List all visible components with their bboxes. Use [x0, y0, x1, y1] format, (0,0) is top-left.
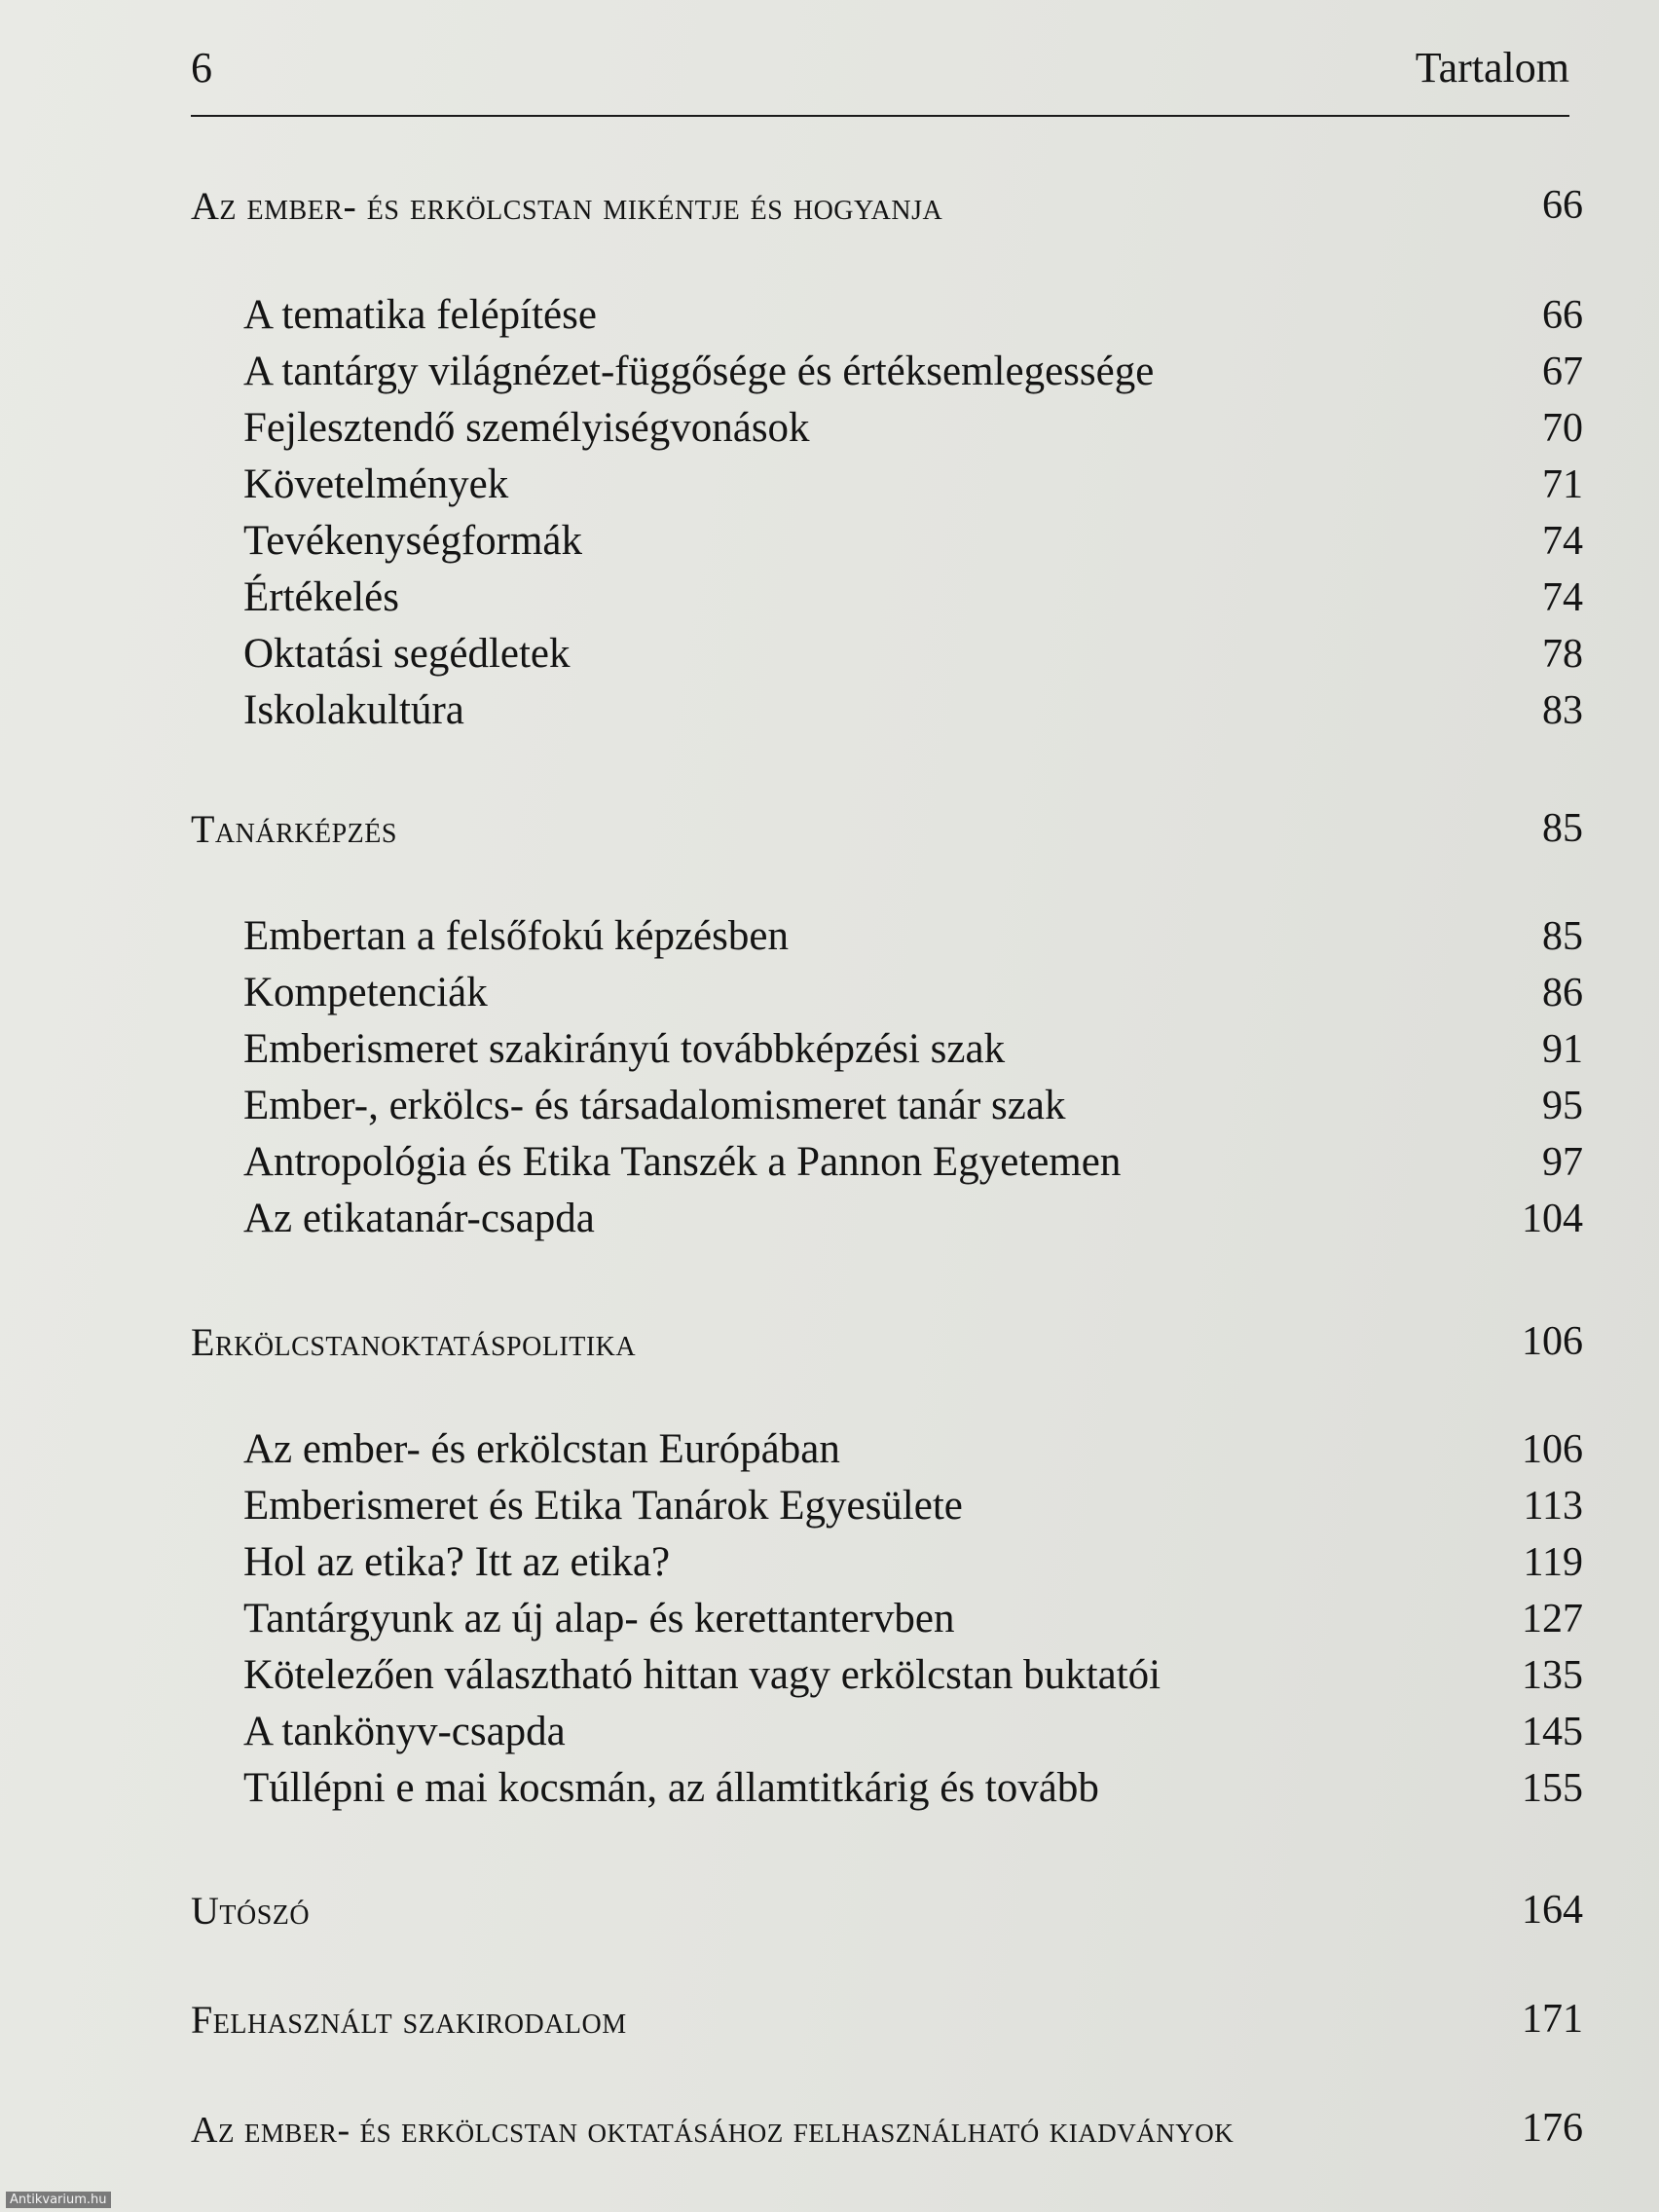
toc-entry	[243, 458, 1583, 508]
entry-title: Az ember- és erkölcstan Európában	[243, 1426, 840, 1472]
entry-title: Értékelés	[243, 574, 399, 620]
toc-entry	[243, 1422, 1583, 1473]
entry-title: Kompetenciák	[243, 970, 488, 1015]
section-title: Tanárképzés	[191, 807, 397, 851]
section-page: 164	[1522, 1888, 1583, 1933]
entry-title: A tantárgy világnézet-függősége és értéksemlegessége	[243, 349, 1155, 394]
entry-page: 135	[1522, 1653, 1583, 1698]
section-page: 171	[1522, 1997, 1583, 2042]
watermark: Antikvarium.hu	[6, 2192, 111, 2208]
toc-entry	[243, 345, 1583, 395]
entry-title: A tankönyv-csapda	[243, 1709, 566, 1754]
entry-page: 85	[1542, 914, 1583, 959]
toc-entry	[243, 627, 1583, 678]
toc-entry	[243, 683, 1583, 734]
entry-page: 155	[1522, 1766, 1583, 1811]
section-page: 176	[1522, 2106, 1583, 2151]
toc-entry	[243, 1135, 1583, 1186]
entry-title: Emberismeret szakirányú továbbképzési szak	[243, 1026, 1006, 1072]
toc-entry	[243, 1022, 1583, 1073]
entry-page: 83	[1542, 688, 1583, 733]
entry-title: Tevékenységformák	[243, 518, 583, 564]
toc-section	[191, 1984, 1583, 2043]
entry-title: Embertan a felsőfokú képzésben	[243, 913, 789, 959]
section-title: Utószó	[191, 1889, 311, 1933]
entry-title: Fejlesztendő személyiségvonások	[243, 405, 810, 451]
toc-entry	[243, 1192, 1583, 1242]
toc-entry	[243, 571, 1583, 621]
toc-entry	[243, 1705, 1583, 1755]
toc-entry	[243, 966, 1583, 1016]
toc-entry	[243, 1079, 1583, 1129]
entry-title: Antropológia és Etika Tanszék a Pannon Egyetemen	[243, 1139, 1122, 1185]
toc-entry	[243, 1479, 1583, 1530]
toc-entry	[243, 514, 1583, 565]
entry-page: 71	[1542, 462, 1583, 507]
entry-title: Követelmények	[243, 461, 509, 507]
section-title: Erkölcstanoktatáspolitika	[191, 1320, 637, 1364]
page-number: 6	[191, 44, 212, 92]
entry-title: Az etikatanár-csapda	[243, 1196, 595, 1241]
entry-page: 95	[1542, 1084, 1583, 1128]
entry-page: 74	[1542, 575, 1583, 620]
entry-title: Emberismeret és Etika Tanárok Egyesülete	[243, 1483, 963, 1529]
entry-title: Oktatási segédletek	[243, 631, 571, 677]
entry-page: 91	[1542, 1027, 1583, 1072]
section-page: 66	[1542, 183, 1583, 228]
section-title: Az ember- és erkölcstan mikéntje és hogyanja	[191, 184, 943, 228]
toc-section	[191, 1875, 1583, 1934]
toc-entry	[243, 288, 1583, 339]
entry-title: A tematika felépítése	[243, 292, 597, 338]
entry-page: 104	[1522, 1197, 1583, 1241]
entry-page: 70	[1542, 406, 1583, 451]
entry-page: 145	[1522, 1710, 1583, 1754]
entry-page: 106	[1522, 1427, 1583, 1472]
toc-entry	[243, 1761, 1583, 1812]
entry-title: Iskolakultúra	[243, 687, 464, 733]
entry-title: Kötelezően választható hittan vagy erkölcstan buktatói	[243, 1652, 1161, 1698]
entry-page: 119	[1523, 1540, 1583, 1585]
toc-section	[191, 1307, 1583, 1365]
toc-section	[191, 170, 1583, 229]
section-page: 106	[1522, 1319, 1583, 1364]
entry-page: 67	[1542, 350, 1583, 394]
toc-entry	[243, 401, 1583, 452]
section-page: 85	[1542, 806, 1583, 851]
entry-title: Tantárgyunk az új alap- és kerettantervben	[243, 1596, 955, 1641]
page-header	[191, 37, 1569, 115]
entry-page: 97	[1542, 1140, 1583, 1185]
section-title: Felhasznált szakirodalom	[191, 1998, 627, 2042]
toc-section	[191, 2093, 1583, 2152]
toc-entry	[243, 1535, 1583, 1586]
entry-page: 66	[1542, 293, 1583, 338]
entry-page: 113	[1523, 1484, 1583, 1529]
section-title: Az ember- és erkölcstan oktatásához felhasználható kiadványok	[191, 2110, 1235, 2151]
entry-page: 86	[1542, 971, 1583, 1015]
toc-entry	[243, 1648, 1583, 1699]
entry-title: Hol az etika? Itt az etika?	[243, 1539, 671, 1585]
entry-page: 78	[1542, 632, 1583, 677]
entry-title: Ember-, erkölcs- és társadalomismeret tanár szak	[243, 1083, 1066, 1128]
entry-title: Túllépni e mai kocsmán, az államtitkárig és tovább	[243, 1765, 1099, 1811]
toc-entry	[243, 909, 1583, 960]
entry-page: 74	[1542, 519, 1583, 564]
entry-page: 127	[1522, 1597, 1583, 1641]
toc-section	[191, 793, 1583, 852]
header-rule	[191, 115, 1569, 117]
toc-entry	[243, 1592, 1583, 1642]
running-title: Tartalom	[1415, 44, 1569, 92]
